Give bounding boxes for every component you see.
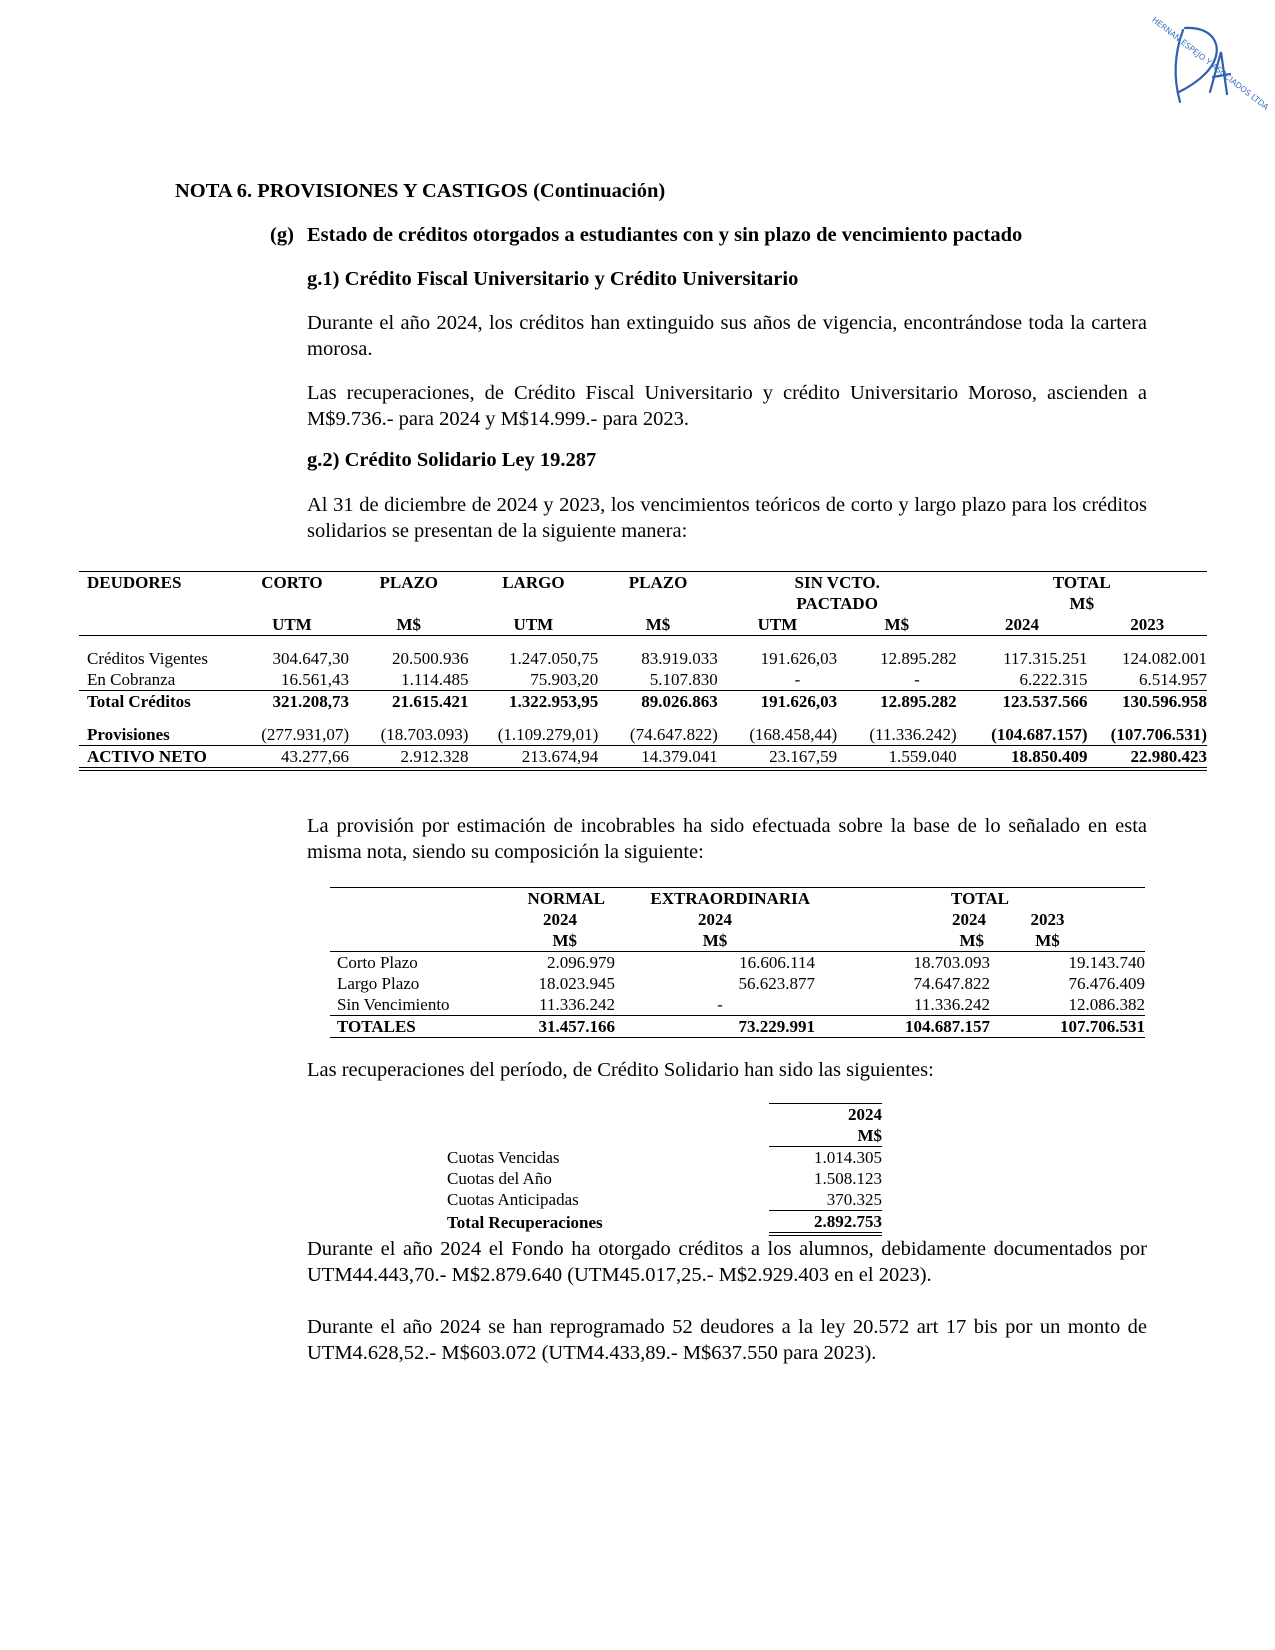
unit-header: UTM: [718, 614, 837, 636]
cell: 89.026.863: [598, 691, 717, 713]
unit-header: M$: [815, 930, 990, 952]
cell: 124.082.001: [1122, 649, 1207, 668]
cell: 191.626,03: [718, 691, 837, 713]
cell: 56.623.877: [738, 974, 815, 993]
cell: 1.559.040: [837, 746, 956, 770]
cell: 83.919.033: [641, 649, 718, 668]
year-header: 2023: [1030, 910, 1065, 929]
section-g-title: Estado de créditos otorgados a estudiantes con y sin plazo de vencimiento pactado: [307, 224, 1023, 246]
cell: 11.336.242: [815, 994, 990, 1016]
cell: 16.561,43: [281, 670, 350, 689]
cell: -: [615, 994, 815, 1016]
table-row-net: [79, 746, 1207, 770]
unit-header: M$: [485, 930, 615, 952]
unit-header: UTM: [235, 614, 349, 636]
cell: 304.647,30: [272, 649, 350, 668]
g2-paragraph-4: Durante el año 2024 el Fondo ha otorgado créditos a los alumnos, debidamente documentados por UTM44.443,70.- M$2.879.640 (UTM45.017,25.- M$2.929.403 en el 2023).: [307, 1238, 1147, 1286]
cell: 43.277,66: [235, 746, 349, 770]
cell: (168.458,44): [749, 725, 838, 744]
cell: (1.109.279,01): [497, 725, 599, 744]
cell: 75.903,20: [530, 670, 599, 689]
row-label: ACTIVO NETO: [79, 746, 235, 770]
unit-header: M$: [990, 930, 1145, 952]
table-row: [447, 1168, 882, 1189]
cell: 213.674,94: [468, 746, 598, 770]
table-row: [447, 1189, 882, 1211]
cell: 19.143.740: [1068, 953, 1146, 972]
stamp-text: HERNAN ESPEJO Y ASOCIADOS LTDA: [1150, 15, 1271, 112]
table-row-total: [447, 1211, 882, 1235]
table-row-total: [330, 1016, 1145, 1038]
cell: 1.114.485: [401, 670, 469, 689]
g1-paragraph-2: Las recuperaciones, de Crédito Fiscal Universitario y crédito Universitario Moroso, ascienden a M$9.736.- para 2024 y M$14.999.- para 2023.: [307, 382, 1147, 430]
header-sin-vcto: SIN VCTO.: [794, 573, 880, 592]
row-label: Cuotas Anticipadas: [447, 1190, 579, 1210]
cell: 12.895.282: [837, 691, 956, 713]
cell: 31.457.166: [485, 1016, 615, 1038]
cell: 370.325: [769, 1189, 882, 1211]
cell: 5.107.830: [649, 670, 718, 689]
g2-paragraph-1: Al 31 de diciembre de 2024 y 2023, los vencimientos teóricos de corto y largo plazo para los créditos solidarios se presentan de la siguiente manera:: [307, 494, 1147, 542]
cell: 191.626,03: [760, 649, 838, 668]
header-plazo-2: PLAZO: [628, 573, 688, 592]
cell: 23.167,59: [718, 746, 837, 770]
cell: (74.647.822): [629, 725, 718, 744]
header-corto: CORTO: [261, 573, 323, 592]
cell: 20.500.936: [391, 649, 469, 668]
row-label: Provisiones: [87, 725, 170, 744]
maturity-table: [79, 571, 1207, 771]
year-header: 2024: [769, 1104, 882, 1126]
unit-header: UTM: [468, 614, 598, 636]
table-row-provisions: [79, 724, 1207, 746]
cell: 12.086.382: [990, 994, 1145, 1016]
header-normal: NORMAL: [527, 889, 605, 908]
cell: (18.703.093): [380, 725, 469, 744]
header-total: TOTAL: [951, 889, 1009, 908]
cell: (277.931,07): [261, 725, 350, 744]
cell: 117.315.251: [1003, 649, 1088, 668]
provision-composition-table: [330, 887, 1145, 1038]
cell: 2.912.328: [349, 746, 468, 770]
cell: 12.895.282: [880, 649, 957, 668]
cell: 1.014.305: [814, 1148, 882, 1167]
year-header: 2024: [957, 614, 1088, 636]
cell: 18.703.093: [913, 953, 990, 972]
unit-header: M$: [598, 614, 717, 636]
cell: 130.596.958: [1087, 691, 1207, 713]
g1-paragraph-1: Durante el año 2024, los créditos han extinguido sus años de vigencia, encontrándose toda la cartera morosa.: [307, 312, 1147, 360]
cell: 18.023.945: [538, 974, 615, 993]
year-header: 2024: [543, 910, 577, 929]
table-row: [330, 952, 1145, 974]
cell: 1.322.953,95: [468, 691, 598, 713]
row-label: Total Recuperaciones: [447, 1212, 603, 1232]
unit-header: M$: [837, 614, 956, 636]
g2-heading: g.2) Crédito Solidario Ley 19.287: [307, 449, 597, 471]
cell: 104.687.157: [815, 1016, 990, 1038]
row-label: Corto Plazo: [337, 953, 418, 972]
header-plazo-1: PLAZO: [379, 573, 439, 592]
g2-paragraph-3: Las recuperaciones del período, de Crédito Solidario han sido las siguientes:: [307, 1059, 934, 1081]
cell: 321.208,73: [235, 691, 349, 713]
table-row: [447, 1147, 882, 1169]
header-pactado: PACTADO: [796, 594, 878, 613]
header-total-unit: M$: [1069, 594, 1095, 613]
cell: 74.647.822: [913, 974, 990, 993]
row-label: Total Créditos: [79, 691, 235, 713]
row-label: En Cobranza: [87, 670, 176, 689]
cell: 123.537.566: [957, 691, 1088, 713]
row-label: Largo Plazo: [337, 974, 420, 993]
unit-header: M$: [615, 930, 815, 952]
cell: 76.476.409: [1068, 974, 1146, 993]
cell: (107.706.531): [1110, 725, 1207, 744]
recoveries-table: [447, 1103, 882, 1236]
cell: 1.247.050,75: [509, 649, 599, 668]
section-g-label: (g): [270, 224, 294, 246]
signature-stamp: [1135, 15, 1271, 112]
g2-paragraph-2: La provisión por estimación de incobrables ha sido efectuada sobre la base de lo señalado en esta misma nota, siendo su composición la siguiente:: [307, 815, 1147, 863]
row-label: Sin Vencimiento: [330, 994, 485, 1016]
cell: 6.514.957: [1139, 670, 1207, 689]
g2-paragraph-5: Durante el año 2024 se han reprogramado 52 deudores a la ley 20.572 art 17 bis por un monto de UTM4.628,52.- M$603.072 (UTM4.433,89.- M$637.550 para 2023).: [307, 1316, 1147, 1364]
header-extraordinaria: EXTRAORDINARIA: [650, 889, 810, 908]
year-header: 2023: [1087, 614, 1207, 636]
table-row-total: [79, 691, 1207, 713]
note-title: NOTA 6. PROVISIONES Y CASTIGOS (Continuación): [175, 180, 666, 202]
cell: (11.336.242): [869, 725, 957, 744]
table-row: [79, 648, 1207, 669]
cell: 6.222.315: [1019, 670, 1088, 689]
cell: -: [914, 670, 920, 689]
cell: 14.379.041: [598, 746, 717, 770]
header-deudores: DEUDORES: [87, 573, 182, 592]
row-label: Créditos Vigentes: [87, 649, 208, 668]
row-label: Cuotas del Año: [447, 1169, 552, 1188]
row-label: Cuotas Vencidas: [447, 1147, 560, 1167]
unit-header: M$: [769, 1125, 882, 1147]
cell: 16.606.114: [739, 953, 815, 972]
cell: 107.706.531: [990, 1016, 1145, 1038]
table-row: [330, 973, 1145, 994]
cell: 73.229.991: [615, 1016, 815, 1038]
cell: 22.980.423: [1087, 746, 1207, 770]
year-header: 2024: [698, 910, 732, 929]
cell: 2.096.979: [547, 953, 615, 972]
row-label: TOTALES: [330, 1016, 485, 1038]
header-total: TOTAL: [1052, 573, 1111, 592]
cell: 21.615.421: [349, 691, 468, 713]
table-row: [330, 994, 1145, 1016]
cell: 11.336.242: [485, 994, 615, 1016]
header-largo: LARGO: [502, 573, 565, 592]
g1-heading: g.1) Crédito Fiscal Universitario y Crédito Universitario: [307, 268, 799, 290]
cell: 2.892.753: [769, 1211, 882, 1235]
year-header: 2024: [952, 910, 986, 929]
cell: -: [794, 670, 801, 689]
cell: (104.687.157): [991, 725, 1088, 744]
section-g-heading: [270, 224, 1022, 247]
cell: 1.508.123: [814, 1169, 882, 1188]
cell: 18.850.409: [957, 746, 1088, 770]
table-row: [79, 669, 1207, 691]
unit-header: M$: [349, 614, 468, 636]
